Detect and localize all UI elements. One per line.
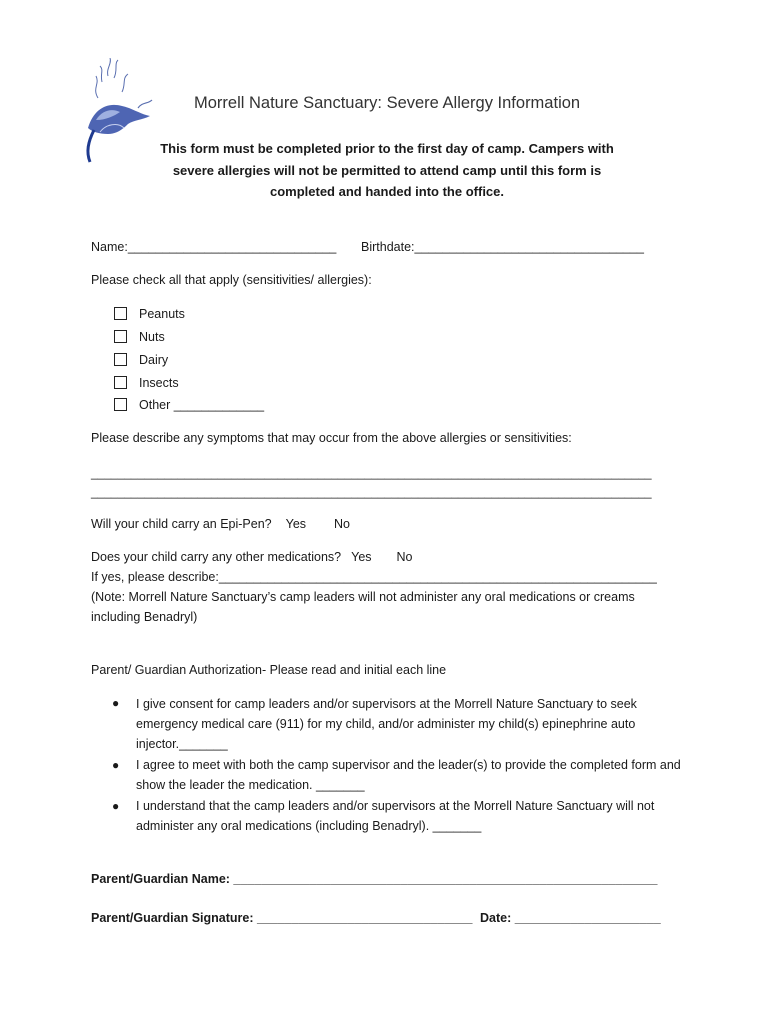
checkbox-icon[interactable] [114,376,127,389]
medications-note: (Note: Morrell Nature Sanctuary’s camp leaders will not administer any oral medications or creams [91,590,635,604]
guardian-signature-field[interactable]: Parent/Guardian Signature: _______________________________ [91,911,473,925]
medications-yes-option[interactable]: Yes [351,550,372,564]
checkbox-icon[interactable] [114,330,127,343]
symptoms-line[interactable]: ____________________________________________________________________________________ [91,485,652,499]
epipen-question-text: Will your child carry an Epi-Pen? [91,517,272,531]
checkbox-label: Other _____________ [139,398,265,412]
checkbox-label: Peanuts [139,307,185,321]
checkbox-icon[interactable] [114,307,127,320]
bullet-icon: ● [112,696,120,710]
authorization-item[interactable]: I give consent for camp leaders and/or supervisors at the Morrell Nature Sanctuary to seek emergency medical care (911) for my child, and/or administer my child(s) epinephrine auto injector._______ [136,697,637,751]
symptoms-line[interactable]: ____________________________________________________________________________________ [91,466,652,480]
checkbox-peanuts[interactable] [114,307,185,321]
checkbox-dairy[interactable] [114,353,168,367]
birthdate-field[interactable]: Birthdate:_________________________________ [361,240,644,254]
checkbox-nuts[interactable] [114,330,165,344]
epipen-yes-option[interactable]: Yes [285,517,307,531]
epipen-no-option[interactable]: No [334,517,351,531]
authorization-heading: Parent/ Guardian Authorization- Please read and initial each line [91,663,447,677]
checkbox-insects[interactable] [114,376,179,390]
bullet-icon: ● [112,758,120,772]
checkbox-label: Dairy [139,353,169,367]
medications-question-text: Does your child carry any other medications? [91,550,342,564]
medications-question [91,550,413,564]
date-field[interactable]: Date: _____________________ [480,911,661,925]
medications-no-option[interactable]: No [396,550,413,564]
medications-note: including Benadryl) [91,610,198,624]
completion-notice: This form must be completed prior to the first day of camp. Campers with severe allergies will not be permitted to attend camp until this form is completed and handed into the office. [160,141,614,199]
page-title: Morrell Nature Sanctuary: Severe Allergy Information [194,94,581,112]
bird-logo [78,58,154,166]
checkbox-icon[interactable] [114,353,127,366]
checkbox-icon[interactable] [114,398,127,411]
check-prompt: Please check all that apply (sensitivities/ allergies): [91,273,372,287]
bullet-icon: ● [112,799,120,813]
medications-describe-field[interactable]: If yes, please describe:_______________________________________________________________ [91,570,657,584]
epipen-question [91,517,350,531]
checkbox-label: Nuts [139,330,165,344]
authorization-item[interactable]: I agree to meet with both the camp supervisor and the leader(s) to provide the completed form and show the leader the medication. _______ [136,758,681,792]
authorization-item[interactable]: I understand that the camp leaders and/or supervisors at the Morrell Nature Sanctuary will not administer any oral medications (including Benadryl). _______ [136,799,655,833]
symptoms-prompt: Please describe any symptoms that may occur from the above allergies or sensitivities: [91,431,572,445]
checkbox-label: Insects [139,376,179,390]
guardian-name-field[interactable]: Parent/Guardian Name: _____________________________________________________________ [91,872,658,886]
name-field[interactable]: Name:______________________________ [91,240,337,254]
checkbox-other[interactable] [114,398,264,412]
